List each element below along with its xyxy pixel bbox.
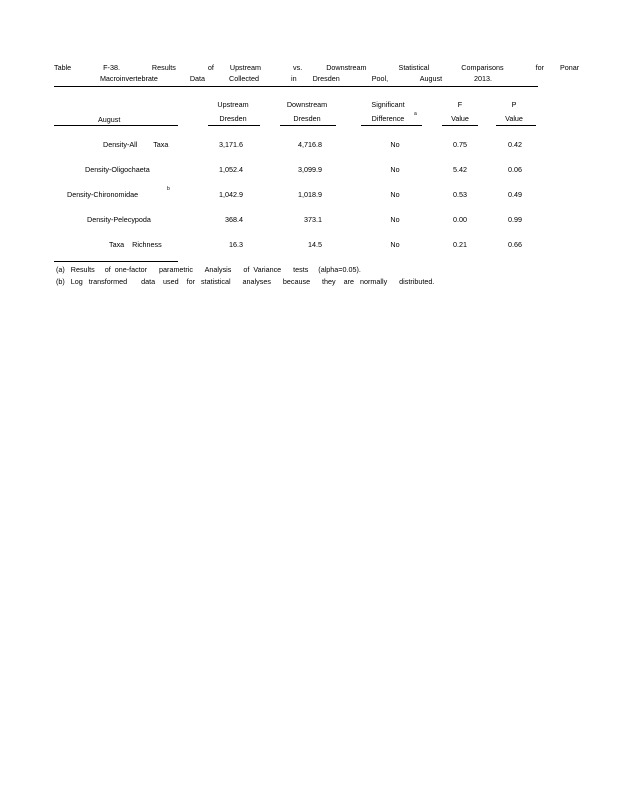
row-p-value: 0.42	[508, 140, 522, 149]
header-underline-label	[54, 125, 178, 126]
footnote-b: (b) Log transformed data used for statistical analyses because they are normally distributed.	[56, 277, 435, 286]
header-upstream-1: Upstream	[217, 100, 249, 109]
header-underline-f	[442, 125, 478, 126]
row-f-value: 0.21	[453, 240, 467, 249]
row-downstream: 14.5	[308, 240, 322, 249]
row-downstream: 1,018.9	[298, 190, 322, 199]
header-downstream-1: Downstream	[286, 100, 328, 109]
row-upstream: 1,052.4	[219, 165, 243, 174]
header-row-label: August	[98, 115, 121, 124]
row-significant: No	[390, 165, 400, 174]
row-label: Density-All Taxa	[103, 140, 169, 149]
row-f-value: 0.53	[453, 190, 467, 199]
row-upstream: 368.4	[225, 215, 243, 224]
row-p-value: 0.49	[508, 190, 522, 199]
row-f-value: 0.00	[453, 215, 467, 224]
row-p-value: 0.99	[508, 215, 522, 224]
header-p-2: Value	[505, 114, 523, 123]
header-f-1: F	[457, 100, 463, 109]
row-downstream: 373.1	[304, 215, 322, 224]
row-significant: No	[390, 190, 400, 199]
row-significant: No	[390, 240, 400, 249]
header-significant-marker: a	[414, 111, 417, 117]
row-p-value: 0.06	[508, 165, 522, 174]
table-title-line-1: Table F-38. Results of Upstream vs. Downstream Statistical Comparisons for Ponar	[54, 63, 580, 72]
row-significant: No	[390, 215, 400, 224]
table-title-line-2: Macroinvertebrate Data Collected in Dresden Pool, August 2013.	[99, 74, 493, 83]
row-f-value: 0.75	[453, 140, 467, 149]
header-significant-1: Significant	[371, 100, 405, 109]
row-p-value: 0.66	[508, 240, 522, 249]
row-upstream: 3,171.6	[219, 140, 243, 149]
footnote-a: (a) Results of one-factor parametric Analysis of Variance tests (alpha=0.05).	[56, 265, 361, 274]
header-underline-upstream	[208, 125, 260, 126]
row-significant: No	[390, 140, 400, 149]
row-label: Density-Chironomidae	[67, 190, 139, 199]
row-downstream: 4,716.8	[298, 140, 322, 149]
row-label: Taxa Richness	[109, 240, 162, 249]
header-underline-significant	[361, 125, 422, 126]
table-top-rule	[54, 86, 538, 87]
row-upstream: 1,042.9	[219, 190, 243, 199]
header-downstream-2: Dresden	[293, 114, 321, 123]
header-f-2: Value	[451, 114, 469, 123]
row-label: Density-Pelecypoda	[87, 215, 151, 224]
row-marker: b	[167, 186, 170, 192]
header-underline-downstream	[280, 125, 336, 126]
row-downstream: 3,099.9	[298, 165, 322, 174]
header-underline-p	[496, 125, 536, 126]
row-upstream: 16.3	[229, 240, 243, 249]
header-significant-2: Difference	[371, 114, 405, 123]
row-label: Density-Oligochaeta	[85, 165, 150, 174]
header-upstream-2: Dresden	[219, 114, 247, 123]
footnote-rule	[54, 261, 178, 262]
header-p-1: P	[511, 100, 517, 109]
row-f-value: 5.42	[453, 165, 467, 174]
